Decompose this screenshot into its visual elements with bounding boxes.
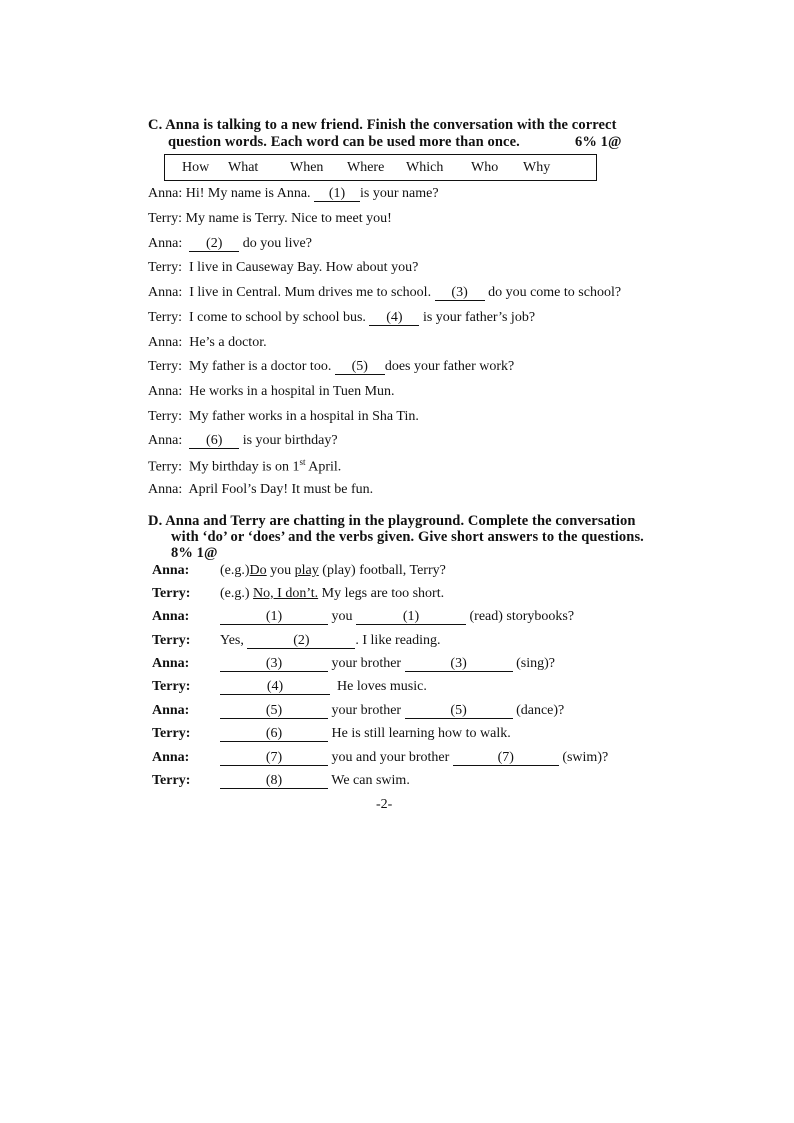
word-bank-item: How xyxy=(182,160,210,175)
answer-line-4: (4) He loves music. xyxy=(220,679,427,695)
dialogue-line-c12: Terry: My birthday is on 1st April. xyxy=(148,457,342,475)
section-d-heading-line2: with ‘do’ or ‘does’ and the verbs given. Give short answers to the questions. xyxy=(171,529,644,545)
dialogue-line-c6: Terry: I come to school by school bus. (4) is your father’s job? xyxy=(148,310,536,325)
answer-blank[interactable]: (1) xyxy=(356,609,466,625)
section-d-heading-line1: D. Anna and Terry are chatting in the playground. Complete the conversation xyxy=(148,513,636,529)
answer-blank[interactable]: (8) xyxy=(220,773,328,789)
answer-blank[interactable]: (7) xyxy=(453,750,559,766)
answer-blank[interactable]: (2) xyxy=(247,633,355,649)
speaker-label: Terry: xyxy=(152,679,191,694)
answer-line-2: Yes, (2) . I like reading. xyxy=(220,633,441,648)
question-line-3: (3) your brother (3) (sing)? xyxy=(220,656,555,672)
speaker-label: Terry: xyxy=(152,586,191,601)
section-c-heading-line1: C. Anna is talking to a new friend. Finish the conversation with the correct xyxy=(148,117,617,133)
question-line-1: (1) you (1) (read) storybooks? xyxy=(220,609,574,625)
answer-line-6: (6) He is still learning how to walk. xyxy=(220,726,511,742)
answer-blank[interactable]: (1) xyxy=(314,186,360,202)
answer-blank[interactable]: (4) xyxy=(369,310,419,326)
dialogue-line-c7: Anna: He’s a doctor. xyxy=(148,335,267,350)
page-number: -2- xyxy=(376,797,393,812)
answer-blank[interactable]: (5) xyxy=(405,703,513,719)
dialogue-line-c1: Anna: Hi! My name is Anna. (1) is your name? xyxy=(148,186,439,201)
dialogue-line-c11: Anna: (6) is your birthday? xyxy=(148,433,338,448)
answer-blank[interactable]: (5) xyxy=(220,703,328,719)
word-bank-item: When xyxy=(290,160,324,175)
dialogue-line-c2: Terry: My name is Terry. Nice to meet you! xyxy=(148,211,392,226)
speaker-label: Anna: xyxy=(152,563,190,578)
section-c-heading-line2: question words. Each word can be used more than once. xyxy=(168,134,520,150)
answer-blank[interactable]: (2) xyxy=(189,236,239,252)
speaker-label: Anna: xyxy=(152,703,190,718)
speaker-label: Anna: xyxy=(152,656,190,671)
answer-blank[interactable]: (7) xyxy=(220,750,328,766)
dialogue-line-c10: Terry: My father works in a hospital in Sha Tin. xyxy=(148,409,419,424)
answer-blank[interactable]: (6) xyxy=(220,726,328,742)
dialogue-line-c8: Terry: My father is a doctor too. (5) does your father work? xyxy=(148,359,515,374)
dialogue-line-c5: Anna: I live in Central. Mum drives me to school. (3) do you come to school? xyxy=(148,285,622,300)
answer-blank[interactable]: (1) xyxy=(220,609,328,625)
section-d-marks: 8% 1@ xyxy=(171,545,218,561)
speaker-label: Terry: xyxy=(152,773,191,788)
dialogue-line-c4: Terry: I live in Causeway Bay. How about you? xyxy=(148,260,419,275)
answer-line-8: (8) We can swim. xyxy=(220,773,410,789)
word-bank-item: What xyxy=(228,160,259,175)
dialogue-line-c9: Anna: He works in a hospital in Tuen Mun. xyxy=(148,384,395,399)
speaker-label: Anna: xyxy=(152,609,190,624)
answer-blank[interactable]: (3) xyxy=(435,285,485,301)
answer-blank[interactable]: (6) xyxy=(189,433,239,449)
word-bank-item: Why xyxy=(523,160,551,175)
example-line-1: (e.g.)Do you play (play) football, Terry? xyxy=(220,563,446,578)
answer-blank[interactable]: (3) xyxy=(405,656,513,672)
dialogue-line-c3: Anna: (2) do you live? xyxy=(148,236,312,251)
dialogue-line-c13: Anna: April Fool’s Day! It must be fun. xyxy=(148,482,374,497)
question-line-5: (5) your brother (5) (dance)? xyxy=(220,703,564,719)
example-line-2: (e.g.) No, I don’t. My legs are too short. xyxy=(220,586,445,601)
answer-blank[interactable]: (3) xyxy=(220,656,328,672)
question-line-7: (7) you and your brother (7) (swim)? xyxy=(220,750,608,766)
speaker-label: Terry: xyxy=(152,633,191,648)
answer-blank[interactable]: (4) xyxy=(220,679,330,695)
speaker-label: Anna: xyxy=(152,750,190,765)
word-bank-item: Who xyxy=(471,160,499,175)
speaker-label: Terry: xyxy=(152,726,191,741)
word-bank-item: Which xyxy=(406,160,444,175)
answer-blank[interactable]: (5) xyxy=(335,359,385,375)
word-bank-item: Where xyxy=(347,160,385,175)
word-bank xyxy=(164,154,597,181)
section-c-marks: 6% 1@ xyxy=(575,134,622,150)
